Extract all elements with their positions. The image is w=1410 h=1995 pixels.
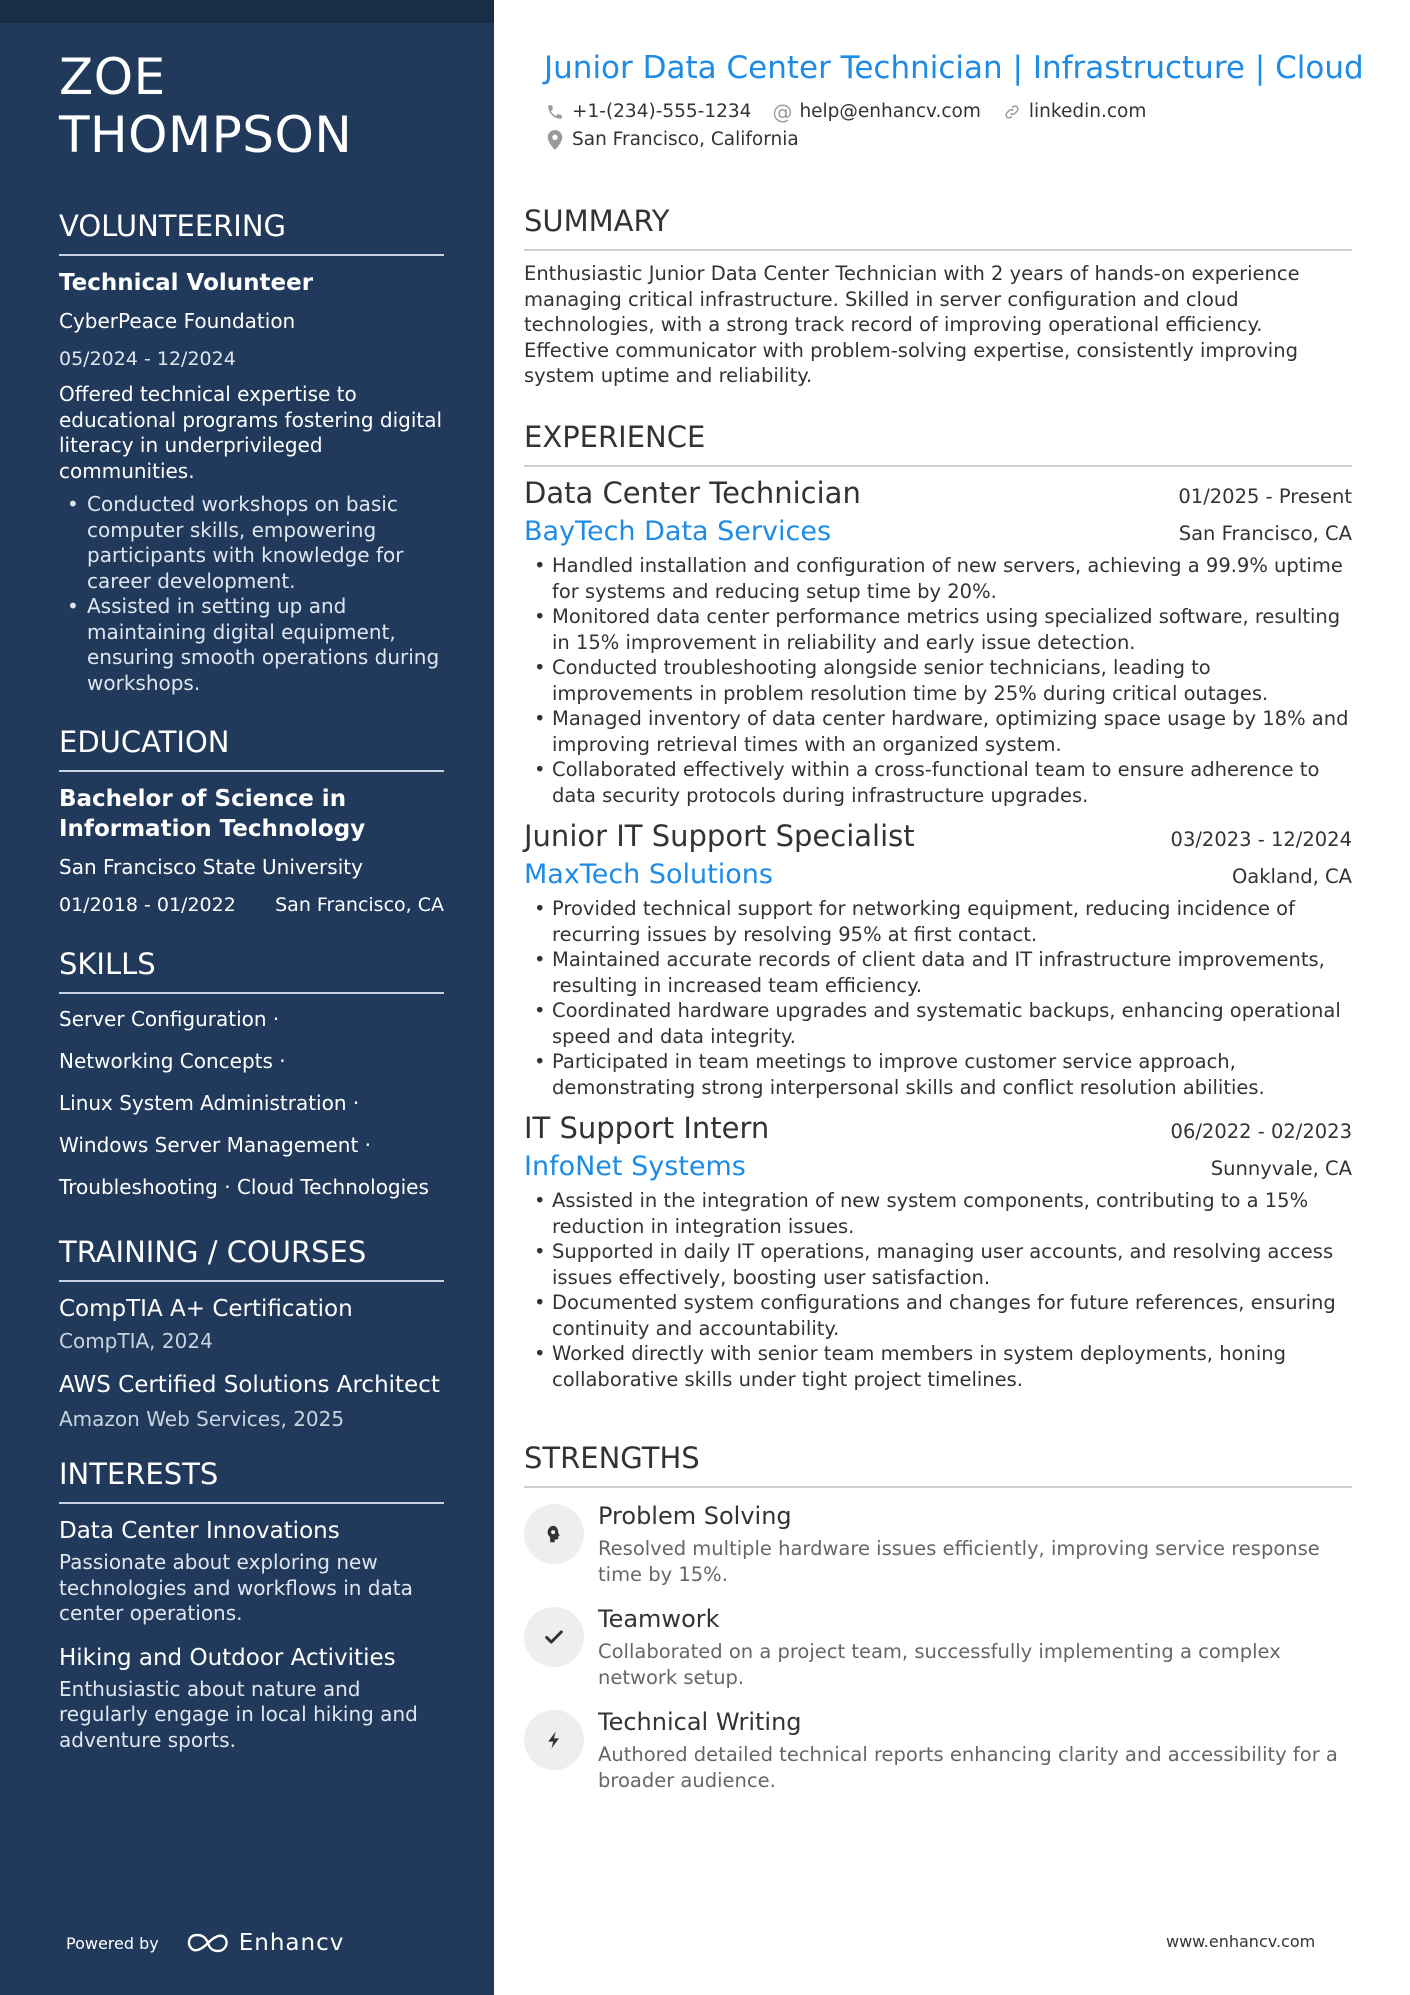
interests-section xyxy=(59,1456,444,1753)
headline: Junior Data Center Technician | Infrastructure | Cloud xyxy=(544,50,1364,86)
job-entry xyxy=(524,1110,1352,1392)
experience-section xyxy=(524,419,1352,1392)
job-title: Junior IT Support Specialist xyxy=(524,819,915,853)
summary-text: Enthusiastic Junior Data Center Technician with 2 years of hands-on experience managing critical infrastructure. Skilled in server configuration and cloud technologies, with a strong track record of improving operational efficiency. Effective communicator with problem-solving expertise, consistently improving system uptime and reliability. xyxy=(524,262,1300,387)
strength-title: Problem Solving xyxy=(598,1502,792,1530)
strength-description: Resolved multiple hardware issues efficiently, improving service response time by 15%. xyxy=(598,1537,1320,1586)
skills-title: SKILLS xyxy=(59,946,444,994)
list-item: • Provided technical support for networking equipment, reducing incidence of recurring issues by resolving 95% at first contact. xyxy=(524,896,1352,947)
list-item: • Documented system configurations and changes for future references, ensuring continuity and accountability. xyxy=(524,1290,1352,1341)
phone-text: +1-(234)-555-1234 xyxy=(572,101,752,122)
phone-icon xyxy=(544,101,566,123)
job-header xyxy=(524,818,1352,854)
volunteer-bullets xyxy=(59,492,444,696)
list-item: • Managed inventory of data center hardware, optimizing space usage by 18% and improving retrieval times with an organized system. xyxy=(524,706,1352,757)
job-location: Sunnyvale, CA xyxy=(1210,1157,1352,1180)
skill-item: Server Configuration · xyxy=(59,1007,280,1031)
interest-description: Passionate about exploring new technologies and workflows in data center operations. xyxy=(59,1550,413,1625)
course-provider: CompTIA, 2024 xyxy=(59,1329,213,1353)
list-item: • Conducted workshops on basic computer skills, empowering participants with knowledge for career development. xyxy=(59,492,444,594)
strength-item xyxy=(524,1706,1352,1793)
education-dates: 01/2018 - 01/2022 xyxy=(59,894,236,916)
list-item: • Assisted in the integration of new system components, contributing to a 15% reduction in integration issues. xyxy=(524,1188,1352,1239)
job-dates: 01/2025 - Present xyxy=(1178,485,1352,508)
education-degree: Bachelor of Science in Information Technology xyxy=(59,786,366,842)
candidate-name: ZOE THOMPSON xyxy=(59,48,353,164)
location-text: San Francisco, California xyxy=(572,129,799,150)
education-meta xyxy=(59,892,444,918)
sidebar-top-bar xyxy=(0,0,494,23)
job-title: Data Center Technician xyxy=(524,476,861,510)
contact-location xyxy=(544,127,799,153)
strengths-section xyxy=(524,1440,1352,1809)
strength-item xyxy=(524,1603,1352,1690)
footer-url[interactable]: www.enhancv.com xyxy=(1166,1932,1316,1951)
training-section xyxy=(59,1234,444,1432)
list-item: • Collaborated effectively within a cross-functional team to ensure adherence to data security protocols during infrastructure upgrades. xyxy=(524,757,1352,808)
skill-item: Networking Concepts · xyxy=(59,1049,286,1073)
contact-row xyxy=(544,127,1344,153)
volunteer-dates: 05/2024 - 12/2024 xyxy=(59,348,236,370)
job-company[interactable]: InfoNet Systems xyxy=(524,1151,746,1182)
experience-title: EXPERIENCE xyxy=(524,419,1352,467)
strength-title: Technical Writing xyxy=(598,1708,802,1736)
linkedin-text: linkedin.com xyxy=(1028,101,1147,122)
infinity-logo-icon xyxy=(185,1931,231,1955)
location-pin-icon xyxy=(544,129,566,151)
course-name: CompTIA A+ Certification xyxy=(59,1296,353,1322)
job-dates: 06/2022 - 02/2023 xyxy=(1170,1120,1352,1143)
list-item: • Monitored data center performance metrics using specialized software, resulting in 15% improvement in reliability and early issue detection. xyxy=(524,604,1352,655)
volunteering-section xyxy=(59,208,444,696)
job-subheader xyxy=(524,1150,1352,1184)
job-dates: 03/2023 - 12/2024 xyxy=(1170,828,1352,851)
job-entry xyxy=(524,818,1352,1100)
interest-name: Hiking and Outdoor Activities xyxy=(59,1644,396,1671)
email-text: help@enhancv.com xyxy=(799,101,981,122)
course-name: AWS Certified Solutions Architect xyxy=(59,1372,440,1398)
interests-title: INTERESTS xyxy=(59,1456,444,1504)
contact-linkedin[interactable] xyxy=(1001,99,1146,125)
education-section xyxy=(59,724,444,918)
sidebar-content xyxy=(59,48,444,1753)
list-item: • Supported in daily IT operations, managing user accounts, and resolving access issues effectively, boosting user satisfaction. xyxy=(524,1239,1352,1290)
volunteer-org: CyberPeace Foundation xyxy=(59,309,296,333)
job-bullets xyxy=(524,896,1352,1100)
list-item: • Coordinated hardware upgrades and systematic backups, enhancing operational speed and data integrity. xyxy=(524,998,1352,1049)
job-subheader xyxy=(524,858,1352,892)
list-item: • Worked directly with senior team members in system deployments, honing collaborative skills under tight project timelines. xyxy=(524,1341,1352,1392)
check-icon xyxy=(524,1607,584,1667)
job-bullets xyxy=(524,1188,1352,1392)
job-entry xyxy=(524,475,1352,808)
powered-by[interactable] xyxy=(66,1930,344,1956)
list-item: • Conducted troubleshooting alongside senior technicians, leading to improvements in problem resolution time by 25% during critical outages. xyxy=(524,655,1352,706)
list-item: • Handled installation and configuration of new servers, achieving a 99.9% uptime for systems and reducing setup time by 20%. xyxy=(524,553,1352,604)
job-bullets xyxy=(524,553,1352,808)
skills-section xyxy=(59,946,444,1200)
education-title: EDUCATION xyxy=(59,724,444,772)
volunteer-role: Technical Volunteer xyxy=(59,270,314,296)
strength-title: Teamwork xyxy=(598,1605,720,1633)
job-location: Oakland, CA xyxy=(1231,865,1352,888)
contact-info xyxy=(544,99,1344,155)
brain-icon xyxy=(524,1504,584,1564)
summary-title: SUMMARY xyxy=(524,203,1352,251)
volunteer-description: Offered technical expertise to educational programs fostering digital literacy in underprivileged communities. xyxy=(59,382,443,483)
skill-item: Linux System Administration · xyxy=(59,1091,360,1115)
job-location: San Francisco, CA xyxy=(1178,522,1352,545)
training-title: TRAINING / COURSES xyxy=(59,1234,444,1282)
contact-phone[interactable] xyxy=(544,99,751,125)
education-school: San Francisco State University xyxy=(59,855,363,879)
strengths-title: STRENGTHS xyxy=(524,1440,1352,1488)
education-location: San Francisco, CA xyxy=(275,894,444,916)
interest-name: Data Center Innovations xyxy=(59,1518,340,1544)
course-provider: Amazon Web Services, 2025 xyxy=(59,1407,345,1431)
list-item: • Participated in team meetings to improve customer service approach, demonstrating strong interpersonal skills and conflict resolution abilities. xyxy=(524,1049,1352,1100)
list-item: • Assisted in setting up and maintaining digital equipment, ensuring smooth operations during workshops. xyxy=(59,594,444,696)
strength-item xyxy=(524,1500,1352,1587)
job-subheader xyxy=(524,515,1352,549)
strength-description: Collaborated on a project team, successfully implementing a complex network setup. xyxy=(598,1640,1281,1689)
contact-email[interactable] xyxy=(771,99,980,125)
interest-description: Enthusiastic about nature and regularly engage in local hiking and adventure sports. xyxy=(59,1676,418,1752)
contact-row xyxy=(544,99,1344,125)
powered-by-label: Powered by xyxy=(66,1933,159,1953)
summary-section xyxy=(524,203,1352,389)
sidebar xyxy=(0,0,494,1995)
link-icon xyxy=(1001,101,1023,123)
at-icon: @ xyxy=(772,100,793,124)
job-company[interactable]: MaxTech Solutions xyxy=(524,859,773,890)
skill-item: Troubleshooting · Cloud Technologies xyxy=(59,1175,429,1199)
job-header xyxy=(524,475,1352,511)
lightning-icon xyxy=(524,1710,584,1770)
volunteering-title: VOLUNTEERING xyxy=(59,208,444,256)
job-company[interactable]: BayTech Data Services xyxy=(524,516,832,547)
brand-name: Enhancv xyxy=(238,1930,345,1956)
strength-description: Authored detailed technical reports enhancing clarity and accessibility for a broader audience. xyxy=(598,1743,1338,1792)
job-header xyxy=(524,1110,1352,1146)
list-item: • Maintained accurate records of client data and IT infrastructure improvements, resulting in increased team efficiency. xyxy=(524,947,1352,998)
job-title: IT Support Intern xyxy=(524,1111,770,1145)
enhancv-logo xyxy=(185,1930,345,1956)
skill-item: Windows Server Management · xyxy=(59,1133,372,1157)
